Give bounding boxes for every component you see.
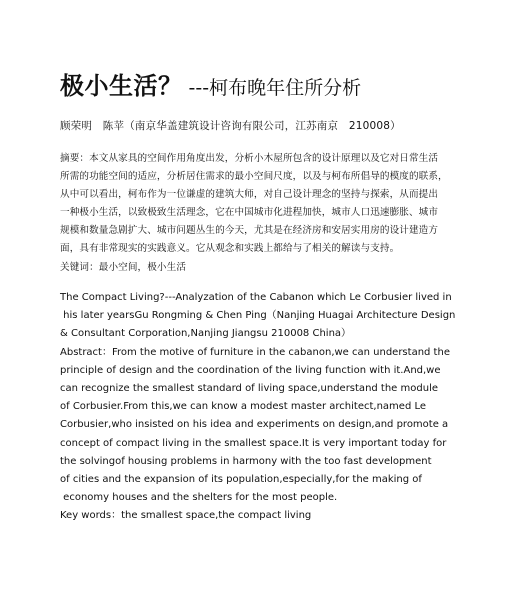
english-abstract	[60, 289, 470, 526]
author-affiliation: 顾荣明 陈苹（南京华盖建筑设计咨询有限公司，江苏南京 210008）	[60, 120, 401, 132]
en-keywords: Key words：the smallest space,the compact living	[60, 510, 312, 522]
cn-abstract-line: 摘要：本文从家具的空间作用角度出发，分析小木屋所包含的设计原理以及它对日常生活	[60, 153, 439, 164]
title-main: 极小生活？	[60, 72, 183, 100]
paper-title	[60, 74, 361, 98]
en-abstract-line: Abstract：From the motive of furniture in the cabanon,we can understand the	[60, 346, 450, 358]
en-abstract-line: Corbusier,who insisted on his idea and experiments on design,and promote a	[60, 419, 449, 431]
en-abstract-line: economy houses and the shelters for the most people.	[60, 492, 338, 504]
en-abstract-line: of Corbusier.From this,we can know a modest master architect,named Le	[60, 401, 427, 413]
en-abstract-line: can recognize the smallest standard of living space,understand the module	[60, 383, 438, 395]
en-abstract-line: of cities and the expansion of its population,especially,for the making of	[60, 474, 422, 486]
cn-abstract-line: 所需的功能空间的适应，分析居住需求的最小空间尺度，以及与柯布所倡导的模度的联系，	[60, 171, 448, 183]
cn-abstract-line: 规模和数量急剧扩大、城市问题丛生的今天，尤其是在经济房和安居实用房的设计建造方	[60, 225, 439, 237]
title-subtitle: ---柯布晚年住所分析	[188, 77, 362, 99]
en-affiliation-line: & Consultant Corporation,Nanjing Jiangsu 210008 China）	[60, 328, 352, 340]
en-title-line: his later yearsGu Rongming & Chen Ping（Nanjing Huagai Architecture Design	[60, 310, 456, 322]
cn-abstract-line: 从中可以看出，柯布作为一位谦虚的建筑大师，对自己设计理念的坚持与探索，从而提出	[60, 189, 439, 201]
en-title-line: The Compact Living?---Analyzation of the Cabanon which Le Corbusier lived in	[60, 292, 452, 303]
cn-abstract-line: 面，具有非常现实的实践意义。它从观念和实践上都给与了相关的解读与支持。	[60, 243, 400, 255]
en-abstract-line: concept of compact living in the smallest space.It is very important today for	[60, 437, 447, 449]
cn-abstract-line: 一种极小生活，以致极致生活理念，它在中国城市化进程加快，城市人口迅速膨胀、城市	[60, 207, 439, 219]
cn-keywords: 关键词：最小空间，极小生活	[60, 261, 187, 273]
en-abstract-line: the solvingof housing problems in harmony with the too fast development	[60, 455, 432, 467]
chinese-abstract	[60, 150, 470, 277]
en-abstract-line: principle of design and the coordination of the living function with it.And,we	[60, 364, 441, 376]
